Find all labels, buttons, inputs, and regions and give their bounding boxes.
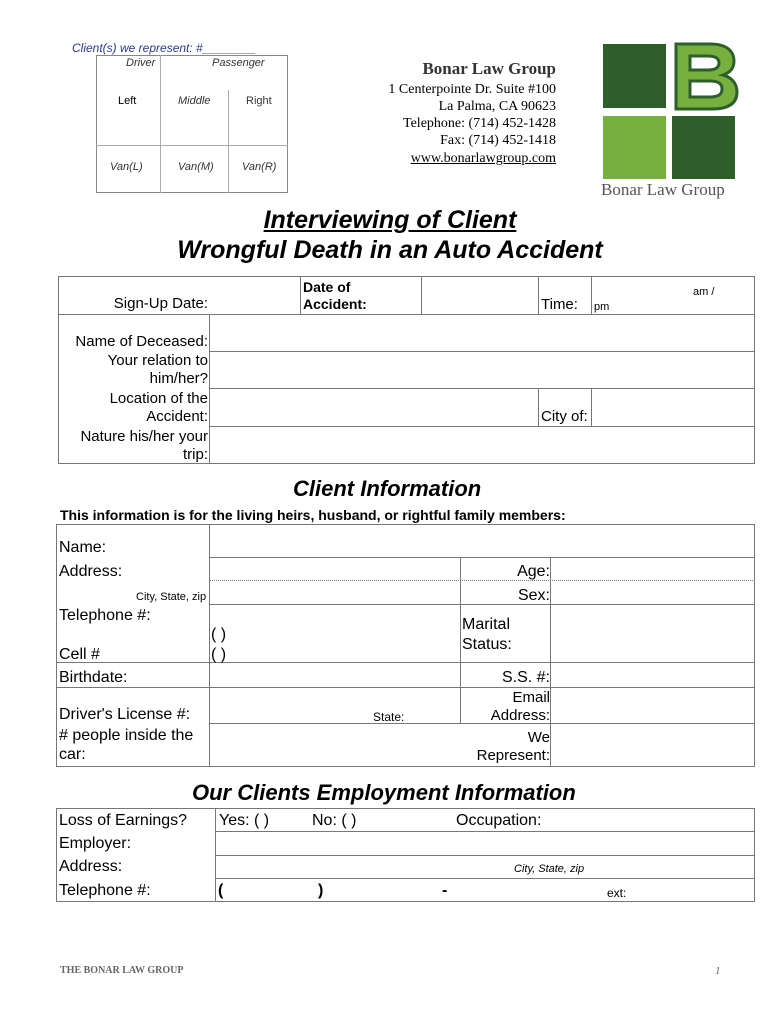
signup-date-label: Sign-Up Date: bbox=[113, 295, 208, 312]
seat-chart-header: Client(s) we represent: #________ bbox=[72, 41, 257, 55]
firm-address1: 1 Centerpointe Dr. Suite #100 bbox=[388, 82, 556, 97]
employer-ext-label: ext: bbox=[607, 886, 627, 900]
telephone-area-parens: ( ) bbox=[211, 626, 227, 643]
logo-caption: Bonar Law Group bbox=[601, 180, 725, 199]
page-title-line1: Interviewing of Client bbox=[263, 206, 517, 234]
email-field[interactable] bbox=[551, 688, 754, 723]
am-label: am / bbox=[693, 286, 715, 298]
pm-label: pm bbox=[594, 301, 610, 313]
name-deceased-field[interactable] bbox=[210, 315, 754, 351]
seat-van-r: Van(R) bbox=[242, 161, 277, 173]
drivers-license-label: Driver's License #: bbox=[59, 706, 191, 723]
seat-right: Right bbox=[246, 95, 272, 107]
client-address-field[interactable] bbox=[210, 558, 460, 604]
firm-website[interactable]: www.bonarlawgroup.com bbox=[410, 151, 556, 166]
city-state-zip-hint: City, State, zip bbox=[136, 591, 207, 603]
seat-driver: Driver bbox=[126, 57, 156, 69]
loss-no-option[interactable]: No: ( ) bbox=[312, 812, 357, 829]
we-represent-field[interactable] bbox=[551, 724, 754, 766]
firm-fax: Fax: (714) 452-1418 bbox=[440, 133, 556, 148]
name-deceased-label: Name of Deceased: bbox=[75, 333, 208, 350]
location-label-2: Accident: bbox=[146, 408, 208, 425]
email-label-1: Email bbox=[512, 689, 550, 706]
seat-van-l: Van(L) bbox=[110, 161, 143, 173]
email-label-2: Address: bbox=[490, 707, 550, 724]
logo-square-bl bbox=[603, 116, 666, 179]
relation-label-2: him/her? bbox=[149, 370, 208, 387]
accident-label: Accident: bbox=[303, 296, 367, 312]
employer-address-label: Address: bbox=[59, 858, 123, 875]
marital-label-1: Marital bbox=[462, 616, 511, 633]
loss-yes-option[interactable]: Yes: ( ) bbox=[219, 812, 270, 829]
client-info-note: This information is for the living heirs, husband, or rightful family members: bbox=[60, 507, 566, 523]
location-label-1: Location of the bbox=[109, 390, 208, 407]
age-label: Age: bbox=[517, 563, 550, 580]
time-label: Time: bbox=[541, 296, 578, 313]
logo-square-tl bbox=[603, 44, 666, 108]
date-of-label: Date of bbox=[303, 279, 351, 295]
nature-label-2: trip: bbox=[182, 446, 208, 463]
birthdate-field[interactable] bbox=[210, 663, 460, 687]
employer-address-field[interactable] bbox=[216, 856, 754, 878]
logo-square-br bbox=[672, 116, 735, 179]
people-label-1: # people inside the bbox=[59, 727, 194, 744]
time-field[interactable] bbox=[592, 277, 754, 314]
phone-fields[interactable] bbox=[210, 605, 460, 662]
marital-label-2: Status: bbox=[462, 636, 512, 653]
city-of-label: City of: bbox=[541, 408, 588, 425]
city-of-field[interactable] bbox=[592, 389, 754, 426]
loss-of-earnings-label: Loss of Earnings? bbox=[59, 812, 188, 829]
firm-name: Bonar Law Group bbox=[422, 59, 556, 78]
employer-phone-paren-open: ( bbox=[218, 882, 224, 899]
occupation-label: Occupation: bbox=[456, 812, 542, 829]
employment-heading: Our Clients Employment Information bbox=[192, 780, 576, 805]
firm-address2: La Palma, CA 90623 bbox=[438, 99, 556, 114]
employer-phone-paren-close: ) bbox=[318, 882, 324, 899]
accident-date-field[interactable] bbox=[422, 277, 538, 314]
name-label: Name: bbox=[59, 539, 107, 556]
cell-area-parens: ( ) bbox=[211, 646, 227, 663]
address-label: Address: bbox=[59, 563, 123, 580]
relation-label-1: Your relation to bbox=[107, 352, 208, 369]
seat-left: Left bbox=[118, 95, 137, 107]
nature-label-1: Nature his/her your bbox=[80, 428, 208, 445]
seat-passenger: Passenger bbox=[212, 57, 265, 69]
we-represent-label-1: We bbox=[527, 729, 550, 746]
age-field[interactable] bbox=[551, 558, 754, 580]
cell-label: Cell # bbox=[59, 646, 100, 663]
we-represent-label-2: Represent: bbox=[476, 747, 550, 764]
employer-label: Employer: bbox=[59, 835, 132, 852]
location-field[interactable] bbox=[210, 389, 538, 426]
seat-van-m: Van(M) bbox=[178, 161, 214, 173]
employer-phone-dash: - bbox=[442, 882, 448, 899]
employer-telephone-label: Telephone #: bbox=[59, 882, 151, 899]
footer-firm: THE BONAR LAW GROUP bbox=[60, 965, 184, 976]
seat-middle: Middle bbox=[178, 95, 211, 107]
page-title-line2: Wrongful Death in an Auto Accident bbox=[177, 236, 603, 264]
client-name-field[interactable] bbox=[210, 525, 754, 557]
ss-field[interactable] bbox=[551, 663, 754, 687]
employer-field[interactable] bbox=[216, 832, 754, 855]
nature-trip-field[interactable] bbox=[210, 427, 754, 463]
marital-status-field[interactable] bbox=[551, 605, 754, 662]
employer-telephone-field[interactable] bbox=[216, 879, 754, 901]
relation-field[interactable] bbox=[210, 352, 754, 388]
logo-b-letter bbox=[670, 40, 740, 112]
client-info-heading: Client Information bbox=[293, 476, 482, 501]
telephone-label: Telephone #: bbox=[59, 607, 151, 624]
footer-page-number: 1 bbox=[715, 965, 721, 977]
sex-field[interactable] bbox=[551, 581, 754, 604]
drivers-license-field[interactable] bbox=[210, 688, 460, 723]
state-label: State: bbox=[373, 710, 405, 724]
sex-label: Sex: bbox=[517, 587, 550, 604]
people-label-2: car: bbox=[59, 746, 86, 763]
employer-city-hint: City, State, zip bbox=[514, 863, 585, 875]
firm-telephone: Telephone: (714) 452-1428 bbox=[403, 116, 556, 131]
ss-label: S.S. #: bbox=[501, 669, 550, 686]
signup-date-field[interactable] bbox=[210, 277, 300, 314]
birthdate-label: Birthdate: bbox=[59, 669, 128, 686]
